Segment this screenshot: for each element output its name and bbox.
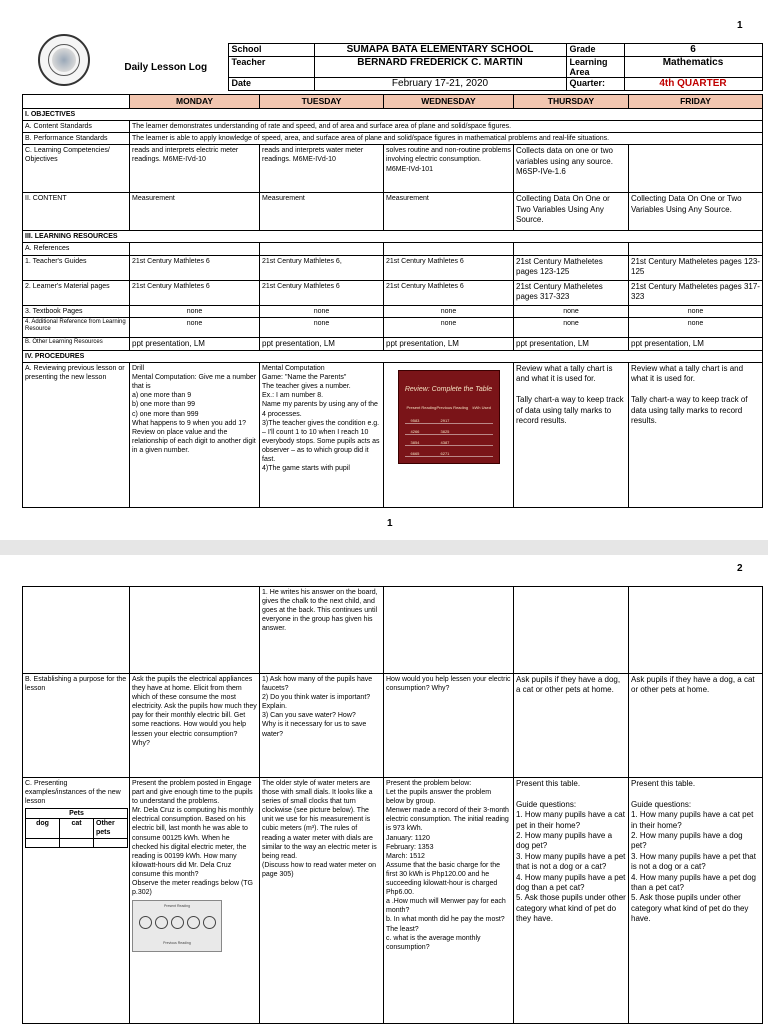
school-name: SUMAPA BATA ELEMENTARY SCHOOL (314, 44, 566, 57)
header-table (104, 43, 763, 91)
other-resources-wednesday: ppt presentation, LM (384, 337, 514, 350)
additional-reference-label: 4. Additional Reference from Learning Resource (23, 317, 130, 337)
day-header-wednesday: WEDNESDAY (384, 95, 514, 109)
pets-table (25, 808, 128, 847)
slide-col-2: Previous Reading (436, 405, 469, 411)
slide-title: Review: Complete the Table (404, 386, 493, 394)
pets-col-cat: cat (60, 819, 94, 838)
additional-wednesday: none (384, 317, 514, 337)
presenting-friday: Present this table. Guide questions: 1. How many pupils have a cat pet in their home? 2. How many pupils have a dog pet? 3. How many pupils have a pet that is not a dog or a cat? 4. How many pupils have a pet dog than a pet cat? 5. Ask those pupils under other category what kind of pet do they have. (629, 778, 763, 1024)
content-wednesday: Measurement (384, 193, 514, 231)
day-header-friday: FRIDAY (629, 95, 763, 109)
presenting-monday (130, 778, 260, 1024)
page-footer-number: 1 (387, 518, 393, 529)
lesson-table-page-1 (22, 94, 763, 508)
learners-material-wednesday: 21st Century Mathletes 6 (384, 280, 514, 305)
review-tuesday-continued: 1. He writes his answer on the board, gives the chalk to the next child, and goes at the back. This continues until everyone in the group has given his answer. (260, 587, 384, 674)
page-number: 1 (737, 20, 743, 31)
learners-material-monday: 21st Century Mathletes 6 (130, 280, 260, 305)
grade-value: 6 (624, 44, 762, 57)
meter-top-caption: Present Reading (163, 904, 191, 909)
teachers-guides-label: 1. Teacher's Guides (23, 255, 130, 280)
other-resources-label: B. Other Learning Resources (23, 337, 130, 350)
meter-bottom-caption: Previous Reading (163, 941, 191, 946)
quarter-value: 4th QUARTER (624, 78, 762, 91)
learning-area-label: Learning Area (566, 57, 624, 78)
slide-cell: 2917 (440, 418, 450, 424)
textbook-pages-label: 3. Textbook Pages (23, 305, 130, 317)
date-label: Date (228, 78, 314, 91)
objectives-heading: I. OBJECTIVES (23, 109, 763, 121)
additional-thursday: none (514, 317, 629, 337)
learning-resources-heading: III. LEARNING RESOURCES (23, 231, 763, 243)
pets-col-dog: dog (26, 819, 60, 838)
other-resources-tuesday: ppt presentation, LM (260, 337, 384, 350)
page-number: 2 (737, 563, 743, 574)
review-monday: Drill Mental Computation: Give me a number that is a) one more than 9 b) one more than 99 c) one more than 999 What happens to 9 when you add 1? Review on place value and the relationship of each digit to another digit in a given number. (130, 363, 260, 508)
teachers-guide-tuesday: 21st Century Mathletes 6, (260, 255, 384, 280)
textbook-friday: none (629, 305, 763, 317)
review-slide-image (398, 370, 500, 464)
competency-monday: reads and interprets electric meter readings. M6ME-IVd-10 (130, 145, 260, 193)
establishing-purpose-label: B. Establishing a purpose for the lesson (23, 674, 130, 778)
day-header-thursday: THURSDAY (514, 95, 629, 109)
page-gap (0, 540, 768, 555)
review-friday: Review what a tally chart is and what it is used for. Tally chart-a way to keep track of data using tally marks to record results. (629, 363, 763, 508)
purpose-thursday: Ask pupils if they have a dog, a cat or other pets at home. (514, 674, 629, 778)
review-tuesday: Mental Computation Game: "Name the Parents" The teacher gives a number. Ex.: I am number 8. Name my parents by using any of the 4 processes. 3)The teacher gives the condition e.g. – I'll count 1 to 10 when I reach 10 everybody stops. Some pupils acts as observer – as to which group did it fast. 4)The game starts with pupil (260, 363, 384, 508)
lesson-table-page-2 (22, 586, 763, 1024)
learners-material-label: 2. Learner's Material pages (23, 280, 130, 305)
learners-material-thursday: 21st Century Matheletes pages 317-323 (514, 280, 629, 305)
performance-standards-text: The learner is able to apply knowledge of speed, area, and surface area of plane and solid/space figures in mathematical problems and real-life situations. (130, 133, 763, 145)
slide-cell: 3854 (410, 440, 420, 446)
presenting-wednesday: Present the problem below: Let the pupils answer the problem below by group. Menwer made a record of their 3-month electric consumption. The initial reading is 973 kWh. January: 1120 February: 1353 March: 1512 Assume that the basic charge for the first 30 kWh is Php120.00 and he succeeding kilowatt-hour is charged Php6.00. a .How much will Menwer pay for each month? b. In what month did he pay the most? The least? c. what is the average monthly consumption? (384, 778, 514, 1024)
textbook-wednesday: none (384, 305, 514, 317)
purpose-friday: Ask pupils if they have a dog, a cat or other pets at home. (629, 674, 763, 778)
content-thursday: Collecting Data On One or Two Variables Using Any Source. (514, 193, 629, 231)
slide-cell: 6665 (410, 451, 420, 457)
day-header-tuesday: TUESDAY (260, 95, 384, 109)
competency-thursday: Collects data on one or two variables using any source. M6SP-IVe-1.6 (514, 145, 629, 193)
purpose-monday: Ask the pupils the electrical appliances they have at home. Elicit from them which of these consume the most electricity. Ask the pupils how much they pay for their monthly electric bill. Get some reactions. How would you help lessen your electric consumption? Why? (130, 674, 260, 778)
learning-area-value: Mathematics (624, 57, 762, 78)
pets-table-title: Pets (26, 809, 128, 819)
content-label: II. CONTENT (23, 193, 130, 231)
reviewing-lesson-label: A. Reviewing previous lesson or presenting the new lesson (23, 363, 130, 508)
teacher-name: BERNARD FREDERICK C. MARTIN (314, 57, 566, 78)
purpose-wednesday: How would you help lessen your electric consumption? Why? (384, 674, 514, 778)
learners-material-tuesday: 21st Century Mathletes 6 (260, 280, 384, 305)
page-2 (0, 555, 768, 1024)
performance-standards-label: B. Performance Standards (23, 133, 130, 145)
competency-friday (629, 145, 763, 193)
additional-friday: none (629, 317, 763, 337)
other-resources-friday: ppt presentation, LM (629, 337, 763, 350)
textbook-monday: none (130, 305, 260, 317)
learners-material-friday: 21st Century Matheletes pages 317-323 (629, 280, 763, 305)
competency-tuesday: reads and interprets water meter readings. M6ME-IVd-10 (260, 145, 384, 193)
slide-cell: 4266 (410, 429, 420, 435)
slide-cell: 4387 (440, 440, 450, 446)
presenting-thursday: Present this table. Guide questions: 1. How many pupils have a cat pet in their home? 2. How many pupils have a dog pet? 3. How many pupils have a pet that is not a dog or a cat? 4. How many pupils have a pet dog than a pet cat? 5. Ask those pupils under other category what kind of pet do they have. (514, 778, 629, 1024)
teachers-guide-thursday: 21st Century Matheletes pages 123-125 (514, 255, 629, 280)
purpose-tuesday: 1) Ask how many of the pupils have faucets? 2) Do you think water is important? Explain. 3) Can you save water? How? Why is it necessary for us to save water? (260, 674, 384, 778)
references-label: A. References (23, 243, 130, 255)
other-resources-thursday: ppt presentation, LM (514, 337, 629, 350)
quarter-label: Quarter: (566, 78, 624, 91)
textbook-tuesday: none (260, 305, 384, 317)
teachers-guide-friday: 21st Century Matheletes pages 123-125 (629, 255, 763, 280)
other-resources-monday: ppt presentation, LM (130, 337, 260, 350)
day-header-monday: MONDAY (130, 95, 260, 109)
electric-meter-image (132, 900, 222, 952)
procedures-heading: IV. PROCEDURES (23, 351, 763, 363)
school-label: School (228, 44, 314, 57)
content-friday: Collecting Data On One or Two Variables Using Any Source. (629, 193, 763, 231)
review-thursday: Review what a tally chart is and what it is used for. Tally chart-a way to keep track of data using tally marks to record results. (514, 363, 629, 508)
additional-monday: none (130, 317, 260, 337)
grade-label: Grade (566, 44, 624, 57)
daily-lesson-log-title: Daily Lesson Log (124, 61, 208, 73)
textbook-thursday: none (514, 305, 629, 317)
teachers-guide-monday: 21st Century Mathletes 6 (130, 255, 260, 280)
slide-cell: 3825 (440, 429, 450, 435)
presenting-examples-label: C. Presenting examples/instances of the new lesson (25, 780, 121, 806)
teacher-label: Teacher (228, 57, 314, 78)
teachers-guide-wednesday: 21st Century Mathletes 6 (384, 255, 514, 280)
presenting-tuesday: The older style of water meters are those with small dials. It looks like a series of small clocks that turn clockwise (see picture below). The unit we use for his measurement is cubic meters (m³). The rules of reading a water meter with dials are similar to the way an electric meter is being read. (Discuss how to read water meter on page 305) (260, 778, 384, 1024)
content-standards-text: The learner demonstrates understanding of rate and speed, and of area and surface area of plane and solid/space figures. (130, 121, 763, 133)
deped-seal-logo (38, 34, 90, 86)
content-monday: Measurement (130, 193, 260, 231)
slide-col-3: kWh Used (472, 405, 491, 411)
review-wednesday (384, 363, 514, 508)
competency-wednesday: solves routine and non-routine problems involving electric consumption. M6ME-IVd-101 (384, 145, 514, 193)
slide-cell: 9583 (410, 418, 420, 424)
pets-col-other: Other pets (94, 819, 128, 838)
date-value: February 17-21, 2020 (314, 78, 566, 91)
additional-tuesday: none (260, 317, 384, 337)
slide-cell: 6271 (440, 451, 450, 457)
presenting-monday-text: Present the problem posted in Engage part and give enough time to the pupils to understand the problems. Mr. Dela Cruz is computing his monthly electrical consumption. Based on his electric bill, last month he was able to consume 00125 kWh. When he checked his digital electric meter, the reading is 00199 kWh. How many kilowatt-hours did Mr. Dela Cruz consume this month? Observe the meter readings below (TG p.302) (132, 780, 254, 897)
content-tuesday: Measurement (260, 193, 384, 231)
competencies-label: C. Learning Competencies/ Objectives (23, 145, 130, 193)
slide-col-1: Present Reading (406, 405, 437, 411)
content-standards-label: A. Content Standards (23, 121, 130, 133)
presenting-examples-cell (23, 778, 130, 1024)
